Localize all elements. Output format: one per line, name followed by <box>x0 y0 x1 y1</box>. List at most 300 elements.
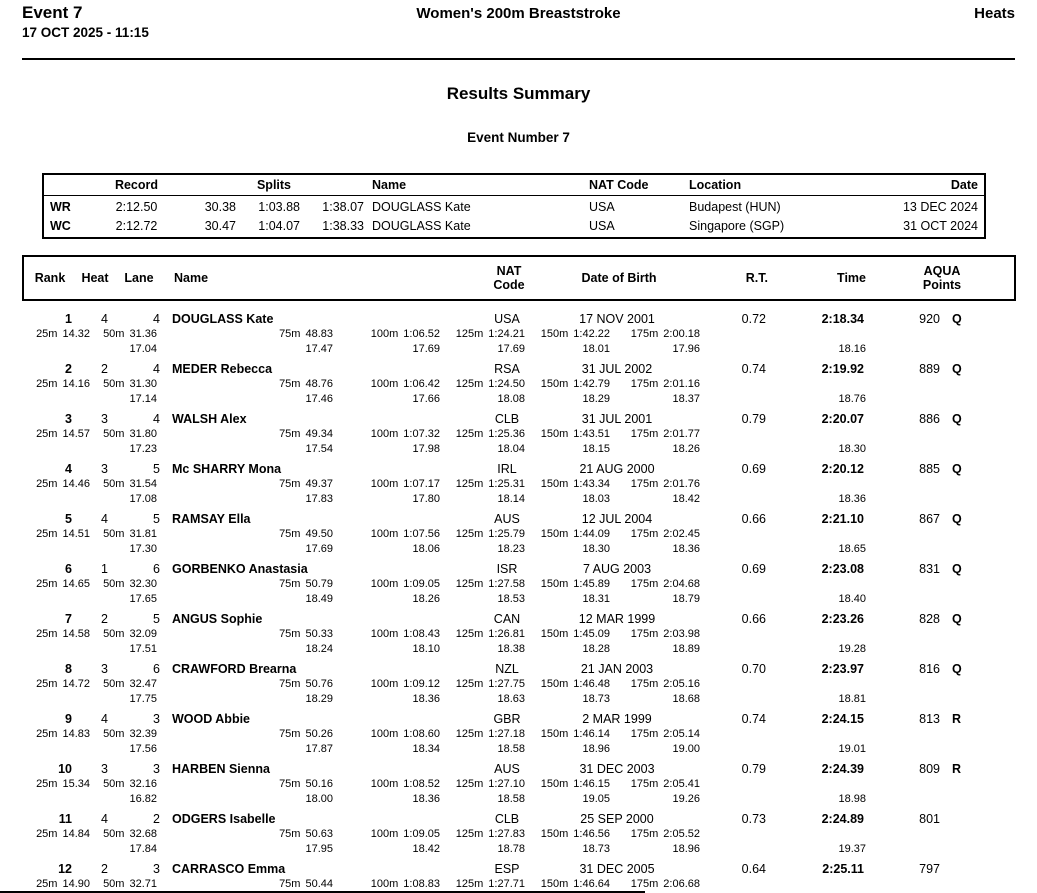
split-time-value: 2:05.16 <box>663 677 700 690</box>
split-distance-label: 175m <box>630 877 659 890</box>
split-time-value: 1:43.51 <box>573 427 610 440</box>
col-header-nat-line1: NAT <box>496 264 522 278</box>
split-150m <box>525 528 610 540</box>
lap-diff-value: 18.78 <box>497 842 525 855</box>
lap-diff-value: 18.89 <box>672 642 700 655</box>
lap-diff-value: 18.06 <box>412 542 440 555</box>
split-distance-label: 150m <box>540 477 569 490</box>
split-150m <box>525 578 610 590</box>
split-175m <box>610 628 700 640</box>
split-175m <box>610 528 700 540</box>
lap-diff-value: 18.79 <box>672 592 700 605</box>
split-distance-label: 150m <box>540 527 569 540</box>
date-of-birth-value: 12 MAR 1999 <box>578 612 656 626</box>
split-distance-label: 75m <box>279 627 301 640</box>
col-header-dob: Date of Birth <box>581 271 657 285</box>
split-distance-label: 100m <box>370 577 399 590</box>
lap-diff-value: 18.53 <box>497 592 525 605</box>
lap-diff-value: 18.26 <box>672 442 700 455</box>
splits-line <box>22 376 1012 391</box>
records-header-record: Record <box>114 178 159 192</box>
nat-code-value: IRL <box>497 462 517 476</box>
split-time-value: 14.32 <box>62 327 90 340</box>
reaction-time-value: 0.64 <box>741 862 766 876</box>
split-50m <box>90 628 157 640</box>
record-split-100: 1:03.88 <box>258 199 300 214</box>
split-distance-label: 175m <box>630 577 659 590</box>
split-distance-label: 50m <box>103 627 125 640</box>
split-75m <box>157 678 333 690</box>
split-100m <box>333 578 440 590</box>
records-header-row <box>44 175 984 196</box>
lap-diff-value: 18.65 <box>838 542 866 555</box>
lap-diff-value: 18.10 <box>412 642 440 655</box>
reaction-time-value: 0.79 <box>741 412 766 426</box>
col-header-points-line1: AQUA <box>923 264 961 278</box>
split-time-value: 32.30 <box>129 577 157 590</box>
swimmer-name: GORBENKO Anastasia <box>172 562 308 576</box>
rank-value: 2 <box>65 362 72 376</box>
split-100m <box>333 378 440 390</box>
split-125m <box>440 878 525 890</box>
split-distance-label: 100m <box>370 427 399 440</box>
record-type: WR <box>50 199 71 214</box>
split-distance-label: 125m <box>455 777 484 790</box>
split-distance-label: 25m <box>36 377 58 390</box>
lap-diff-value: 17.54 <box>305 442 333 455</box>
split-time-value: 1:24.50 <box>488 377 525 390</box>
split-distance-label: 125m <box>455 477 484 490</box>
split-time-value: 1:45.09 <box>573 627 610 640</box>
col-header-heat: Heat <box>81 271 109 285</box>
split-time-value: 1:46.14 <box>573 727 610 740</box>
col-header-points-line2: Points <box>922 278 962 292</box>
date-of-birth-value: 31 JUL 2001 <box>581 412 653 426</box>
lap-diff-value: 18.49 <box>305 592 333 605</box>
records-body <box>44 196 984 237</box>
splits-line <box>22 876 1012 891</box>
col-header-name: Name <box>174 271 209 285</box>
lap-diff-value: 17.66 <box>412 392 440 405</box>
split-150m <box>525 828 610 840</box>
split-75m <box>157 528 333 540</box>
result-main-line <box>22 809 1012 826</box>
lap-diff-value: 17.84 <box>129 842 157 855</box>
split-distance-label: 100m <box>370 377 399 390</box>
lane-value: 3 <box>153 862 160 876</box>
split-150m <box>525 428 610 440</box>
split-distance-label: 100m <box>370 677 399 690</box>
reaction-time-value: 0.74 <box>741 362 766 376</box>
lane-value: 3 <box>153 762 160 776</box>
splits-line <box>22 626 1012 641</box>
result-main-line <box>22 609 1012 626</box>
qualification-flag: R <box>952 712 962 726</box>
lap-diff-value: 17.98 <box>412 442 440 455</box>
heat-value: 3 <box>101 412 108 426</box>
reaction-time-value: 0.74 <box>741 712 766 726</box>
split-125m <box>440 828 525 840</box>
split-100m <box>333 528 440 540</box>
result-main-line <box>22 659 1012 676</box>
split-time-value: 14.16 <box>62 377 90 390</box>
lap-diff-value: 17.69 <box>305 542 333 555</box>
date-of-birth-value: 31 DEC 2003 <box>579 762 655 776</box>
lap-diffs-line <box>22 341 1012 356</box>
records-header-nat: NAT Code <box>589 178 649 192</box>
split-distance-label: 50m <box>103 427 125 440</box>
record-split-50: 30.47 <box>204 218 236 233</box>
split-50m <box>90 578 157 590</box>
split-time-value: 32.47 <box>129 677 157 690</box>
split-distance-label: 75m <box>279 477 301 490</box>
split-time-value: 32.09 <box>129 627 157 640</box>
lap-diff-value: 17.95 <box>305 842 333 855</box>
split-75m <box>157 478 333 490</box>
result-main-line <box>22 509 1012 526</box>
lap-diffs-line <box>22 641 1012 656</box>
lane-value: 6 <box>153 662 160 676</box>
split-125m <box>440 778 525 790</box>
result-row <box>22 859 1012 893</box>
split-25m <box>22 878 90 890</box>
split-75m <box>157 828 333 840</box>
split-time-value: 50.79 <box>305 577 333 590</box>
split-25m <box>22 428 90 440</box>
split-distance-label: 25m <box>36 527 58 540</box>
split-175m <box>610 328 700 340</box>
split-time-value: 1:27.83 <box>488 827 525 840</box>
split-distance-label: 25m <box>36 627 58 640</box>
result-row <box>22 409 1012 459</box>
split-125m <box>440 578 525 590</box>
lap-diff-value: 18.30 <box>582 542 610 555</box>
nat-code-value: CLB <box>494 812 520 826</box>
result-row <box>22 309 1012 359</box>
split-distance-label: 75m <box>279 377 301 390</box>
split-50m <box>90 528 157 540</box>
split-time-value: 2:05.52 <box>663 827 700 840</box>
rank-value: 11 <box>58 812 72 826</box>
split-150m <box>525 878 610 890</box>
result-row <box>22 509 1012 559</box>
splits-line <box>22 826 1012 841</box>
lap-diff-value: 17.46 <box>305 392 333 405</box>
split-time-value: 1:46.56 <box>573 827 610 840</box>
reaction-time-value: 0.79 <box>741 762 766 776</box>
split-time-value: 14.83 <box>62 727 90 740</box>
split-150m <box>525 728 610 740</box>
split-distance-label: 150m <box>540 677 569 690</box>
split-75m <box>157 328 333 340</box>
split-time-value: 31.81 <box>129 527 157 540</box>
lap-diffs-line <box>22 791 1012 806</box>
split-100m <box>333 628 440 640</box>
split-100m <box>333 728 440 740</box>
split-time-value: 48.83 <box>305 327 333 340</box>
lap-diff-value: 18.58 <box>497 742 525 755</box>
nat-code-value: ESP <box>494 862 520 876</box>
split-distance-label: 100m <box>370 327 399 340</box>
aqua-points-value: 831 <box>919 562 940 576</box>
split-25m <box>22 478 90 490</box>
result-main-line <box>22 859 1012 876</box>
lap-diff-value: 17.83 <box>305 492 333 505</box>
split-distance-label: 75m <box>279 527 301 540</box>
date-of-birth-value: 31 DEC 2005 <box>579 862 655 876</box>
split-time-value: 50.16 <box>305 777 333 790</box>
lap-diff-value: 17.69 <box>497 342 525 355</box>
split-distance-label: 125m <box>455 627 484 640</box>
split-time-value: 31.54 <box>129 477 157 490</box>
aqua-points-value: 813 <box>919 712 940 726</box>
split-25m <box>22 378 90 390</box>
lap-diff-value: 18.29 <box>305 692 333 705</box>
split-50m <box>90 828 157 840</box>
split-time-value: 49.34 <box>305 427 333 440</box>
lap-diffs-line <box>22 691 1012 706</box>
split-distance-label: 75m <box>279 727 301 740</box>
split-time-value: 48.76 <box>305 377 333 390</box>
event-title: Women's 200m Breaststroke <box>416 5 621 22</box>
lap-diff-value: 17.51 <box>129 642 157 655</box>
lap-diff-value: 17.69 <box>412 342 440 355</box>
split-75m <box>157 728 333 740</box>
nat-code-value: ISR <box>496 562 518 576</box>
lap-diff-value: 18.37 <box>672 392 700 405</box>
result-main-line <box>22 759 1012 776</box>
split-time-value: 31.30 <box>129 377 157 390</box>
split-distance-label: 75m <box>279 777 301 790</box>
split-time-value: 14.57 <box>62 427 90 440</box>
split-75m <box>157 578 333 590</box>
swimmer-name: DOUGLASS Kate <box>172 312 274 326</box>
split-time-value: 49.37 <box>305 477 333 490</box>
lap-diff-value: 18.38 <box>497 642 525 655</box>
heat-value: 4 <box>101 512 108 526</box>
split-distance-label: 150m <box>540 427 569 440</box>
split-distance-label: 75m <box>279 327 301 340</box>
nat-code-value: AUS <box>494 512 520 526</box>
split-50m <box>90 378 157 390</box>
split-125m <box>440 478 525 490</box>
lap-diff-value: 17.96 <box>672 342 700 355</box>
lane-value: 4 <box>153 412 160 426</box>
splits-line <box>22 726 1012 741</box>
split-time-value: 14.46 <box>62 477 90 490</box>
heat-value: 3 <box>101 762 108 776</box>
lap-diff-value: 18.96 <box>582 742 610 755</box>
lap-diffs-line <box>22 591 1012 606</box>
split-distance-label: 75m <box>279 827 301 840</box>
split-distance-label: 50m <box>103 527 125 540</box>
split-time-value: 1:08.60 <box>403 727 440 740</box>
split-time-value: 1:46.48 <box>573 677 610 690</box>
split-time-value: 2:02.45 <box>663 527 700 540</box>
final-time-value: 2:23.08 <box>821 562 864 576</box>
split-distance-label: 75m <box>279 427 301 440</box>
lap-diff-value: 17.04 <box>129 342 157 355</box>
lap-diff-value: 18.08 <box>497 392 525 405</box>
split-175m <box>610 728 700 740</box>
split-125m <box>440 378 525 390</box>
split-distance-label: 100m <box>370 827 399 840</box>
lap-diff-value: 19.28 <box>838 642 866 655</box>
event-number-subtitle: Event Number 7 <box>467 130 570 145</box>
split-time-value: 1:09.05 <box>403 577 440 590</box>
reaction-time-value: 0.66 <box>741 612 766 626</box>
record-split-150: 1:38.33 <box>322 218 364 233</box>
final-time-value: 2:23.26 <box>821 612 864 626</box>
lap-diff-value: 18.81 <box>838 692 866 705</box>
lap-diff-value: 16.82 <box>129 792 157 805</box>
split-time-value: 2:05.41 <box>663 777 700 790</box>
lap-diff-value: 19.05 <box>582 792 610 805</box>
lap-diff-value: 18.16 <box>838 342 866 355</box>
results-summary-title: Results Summary <box>446 84 591 103</box>
split-75m <box>157 628 333 640</box>
lap-diff-value: 18.31 <box>582 592 610 605</box>
lap-diff-value: 18.01 <box>582 342 610 355</box>
lap-diff-value: 17.80 <box>412 492 440 505</box>
lap-diff-value: 18.42 <box>672 492 700 505</box>
split-time-value: 2:01.16 <box>663 377 700 390</box>
split-distance-label: 100m <box>370 777 399 790</box>
lane-value: 6 <box>153 562 160 576</box>
split-175m <box>610 428 700 440</box>
result-main-line <box>22 559 1012 576</box>
split-time-value: 1:27.58 <box>488 577 525 590</box>
qualification-flag: Q <box>952 662 962 676</box>
records-header-splits: Splits <box>256 178 292 192</box>
split-25m <box>22 778 90 790</box>
split-time-value: 2:01.77 <box>663 427 700 440</box>
col-header-rt: R.T. <box>745 271 768 285</box>
split-time-value: 2:04.68 <box>663 577 700 590</box>
split-distance-label: 175m <box>630 727 659 740</box>
split-distance-label: 25m <box>36 827 58 840</box>
split-distance-label: 175m <box>630 527 659 540</box>
col-header-time: Time <box>837 271 866 285</box>
swimmer-name: MEDER Rebecca <box>172 362 273 376</box>
reaction-time-value: 0.69 <box>741 562 766 576</box>
lap-diffs-line <box>22 491 1012 506</box>
split-distance-label: 100m <box>370 727 399 740</box>
split-distance-label: 150m <box>540 377 569 390</box>
lap-diff-value: 18.29 <box>582 392 610 405</box>
split-time-value: 1:26.81 <box>488 627 525 640</box>
split-distance-label: 25m <box>36 577 58 590</box>
split-time-value: 2:03.98 <box>663 627 700 640</box>
split-distance-label: 25m <box>36 427 58 440</box>
result-row <box>22 759 1012 809</box>
lap-diff-value: 18.36 <box>412 692 440 705</box>
split-50m <box>90 878 157 890</box>
split-50m <box>90 678 157 690</box>
split-time-value: 1:08.83 <box>403 877 440 890</box>
aqua-points-value: 889 <box>919 362 940 376</box>
split-50m <box>90 778 157 790</box>
rank-value: 10 <box>58 762 72 776</box>
split-distance-label: 25m <box>36 727 58 740</box>
qualification-flag: Q <box>952 562 962 576</box>
col-header-nat-line2: Code <box>493 278 525 292</box>
lap-diff-value: 18.26 <box>412 592 440 605</box>
swimmer-name: RAMSAY Ella <box>172 512 251 526</box>
lap-diff-value: 19.01 <box>838 742 866 755</box>
split-25m <box>22 328 90 340</box>
lap-diff-value: 18.34 <box>412 742 440 755</box>
col-header-lane: Lane <box>124 271 154 285</box>
result-row <box>22 809 1012 859</box>
split-time-value: 1:27.71 <box>488 877 525 890</box>
lane-value: 4 <box>153 362 160 376</box>
split-distance-label: 175m <box>630 377 659 390</box>
lap-diff-value: 17.23 <box>129 442 157 455</box>
lap-diff-value: 18.76 <box>838 392 866 405</box>
records-header-location: Location <box>689 178 742 192</box>
splits-line <box>22 326 1012 341</box>
lap-diff-value: 18.58 <box>497 792 525 805</box>
aqua-points-value: 886 <box>919 412 940 426</box>
split-distance-label: 75m <box>279 877 301 890</box>
split-time-value: 49.50 <box>305 527 333 540</box>
heat-value: 4 <box>101 312 108 326</box>
qualification-flag: Q <box>952 612 962 626</box>
qualification-flag: Q <box>952 312 962 326</box>
split-150m <box>525 778 610 790</box>
aqua-points-value: 920 <box>919 312 940 326</box>
split-100m <box>333 778 440 790</box>
splits-line <box>22 476 1012 491</box>
lap-diff-value: 18.40 <box>838 592 866 605</box>
lap-diff-value: 17.08 <box>129 492 157 505</box>
split-time-value: 1:25.79 <box>488 527 525 540</box>
lap-diff-value: 17.56 <box>129 742 157 755</box>
lap-diff-value: 18.42 <box>412 842 440 855</box>
split-time-value: 14.65 <box>62 577 90 590</box>
split-25m <box>22 628 90 640</box>
lap-diff-value: 18.03 <box>582 492 610 505</box>
split-100m <box>333 328 440 340</box>
split-time-value: 1:43.34 <box>573 477 610 490</box>
split-125m <box>440 678 525 690</box>
split-50m <box>90 428 157 440</box>
record-date: 31 OCT 2024 <box>903 218 978 233</box>
swimmer-name: ANGUS Sophie <box>172 612 263 626</box>
split-distance-label: 125m <box>455 527 484 540</box>
split-time-value: 1:45.89 <box>573 577 610 590</box>
final-time-value: 2:18.34 <box>821 312 864 326</box>
lane-value: 5 <box>153 512 160 526</box>
result-row <box>22 709 1012 759</box>
split-time-value: 1:08.43 <box>403 627 440 640</box>
splits-line <box>22 576 1012 591</box>
split-100m <box>333 828 440 840</box>
result-row <box>22 559 1012 609</box>
lap-diff-value: 18.36 <box>838 492 866 505</box>
split-distance-label: 25m <box>36 877 58 890</box>
split-time-value: 50.76 <box>305 677 333 690</box>
split-75m <box>157 428 333 440</box>
split-75m <box>157 878 333 890</box>
qualification-flag: Q <box>952 362 962 376</box>
record-split-150: 1:38.07 <box>322 199 364 214</box>
split-distance-label: 150m <box>540 777 569 790</box>
result-main-line <box>22 359 1012 376</box>
aqua-points-value: 809 <box>919 762 940 776</box>
records-header-name: Name <box>372 178 407 192</box>
